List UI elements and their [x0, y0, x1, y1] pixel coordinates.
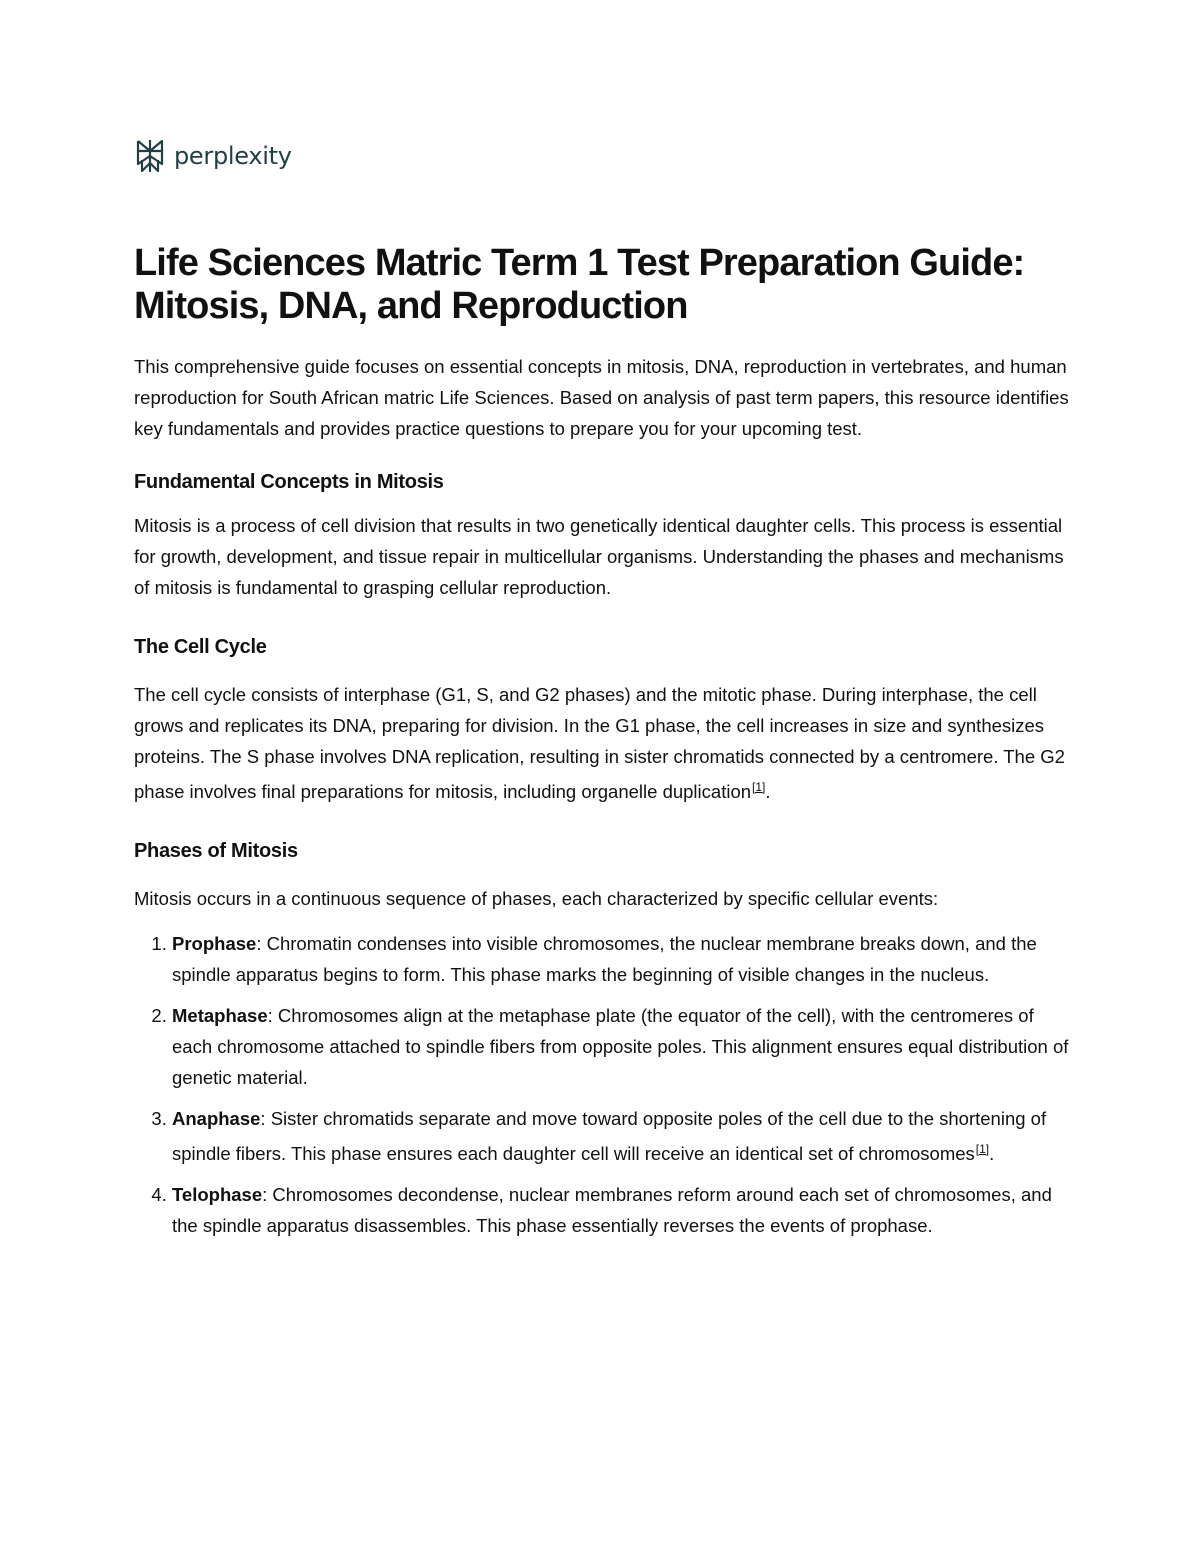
- phase-description: : Chromatin condenses into visible chromosomes, the nuclear membrane breaks down, and the spindle apparatus begins to form. This phase marks the beginning of visible changes in the nucleus.: [172, 933, 1037, 985]
- list-item: [172, 1103, 1069, 1169]
- logo-wordmark: perplexity: [174, 142, 292, 170]
- phase-description: : Sister chromatids separate and move toward opposite poles of the cell due to the shortening of spindle fibers. This phase ensures each daughter cell will receive an identical set of chromosomes: [172, 1108, 1047, 1164]
- sentence-end: .: [989, 1143, 995, 1164]
- perplexity-logo-icon: [134, 138, 166, 174]
- phase-term: Telophase: [172, 1184, 263, 1205]
- document-body: [134, 242, 1069, 1251]
- cell-cycle-text: The cell cycle consists of interphase (G1, S, and G2 phases) and the mitotic phase. During interphase, the cell grows and replicates its DNA, preparing for division. In the G1 phase, the cell increases in size and synthesizes proteins. The S phase involves DNA replication, resulting in sister chromatids connected by a centromere. The G2 phase involves final preparations for mitosis, including organelle duplication: [134, 684, 1065, 802]
- perplexity-logo: [134, 138, 292, 174]
- phases-paragraph: Mitosis occurs in a continuous sequence of phases, each characterized by specific cellular events:: [134, 888, 939, 909]
- list-item: [172, 1179, 1069, 1241]
- phase-term: Anaphase: [172, 1108, 261, 1129]
- phase-term: Metaphase: [172, 1005, 268, 1026]
- sentence-end: .: [765, 781, 771, 802]
- list-item: [172, 1000, 1069, 1093]
- citation-link[interactable]: [1]: [975, 1142, 990, 1156]
- page-title: Life Sciences Matric Term 1 Test Preparation Guide: Mitosis, DNA, and Reproduction: [134, 242, 1025, 327]
- citation-link[interactable]: [1]: [752, 780, 766, 794]
- intro-paragraph: This comprehensive guide focuses on essential concepts in mitosis, DNA, reproduction in vertebrates, and human reproduction for South African matric Life Sciences. Based on analysis of past term papers, this resource identifies key fundamentals and provides practice questions to prepare you for your upcoming test.: [134, 356, 1069, 439]
- mitosis-paragraph: Mitosis is a process of cell division that results in two genetically identical daughter cells. This process is essential for growth, development, and tissue repair in multicellular organisms. Understanding the phases and mechanisms of mitosis is fundamental to grasping cellular reproduction.: [134, 515, 1064, 598]
- section-heading-mitosis: Fundamental Concepts in Mitosis: [134, 471, 444, 493]
- phase-term: Prophase: [172, 933, 257, 954]
- section-heading-cell-cycle: The Cell Cycle: [134, 636, 267, 658]
- phase-description: : Chromosomes align at the metaphase plate (the equator of the cell), with the centromeres of each chromosome attached to spindle fibers from opposite poles. This alignment ensures equal distribution of genetic material.: [172, 1005, 1069, 1088]
- phase-description: : Chromosomes decondense, nuclear membranes reform around each set of chromosomes, and the spindle apparatus disassembles. This phase essentially reverses the events of prophase.: [172, 1184, 1052, 1236]
- cell-cycle-paragraph: [134, 679, 1069, 807]
- section-heading-phases: Phases of Mitosis: [134, 840, 298, 862]
- phases-list: [134, 928, 1069, 1241]
- list-item: [172, 928, 1069, 990]
